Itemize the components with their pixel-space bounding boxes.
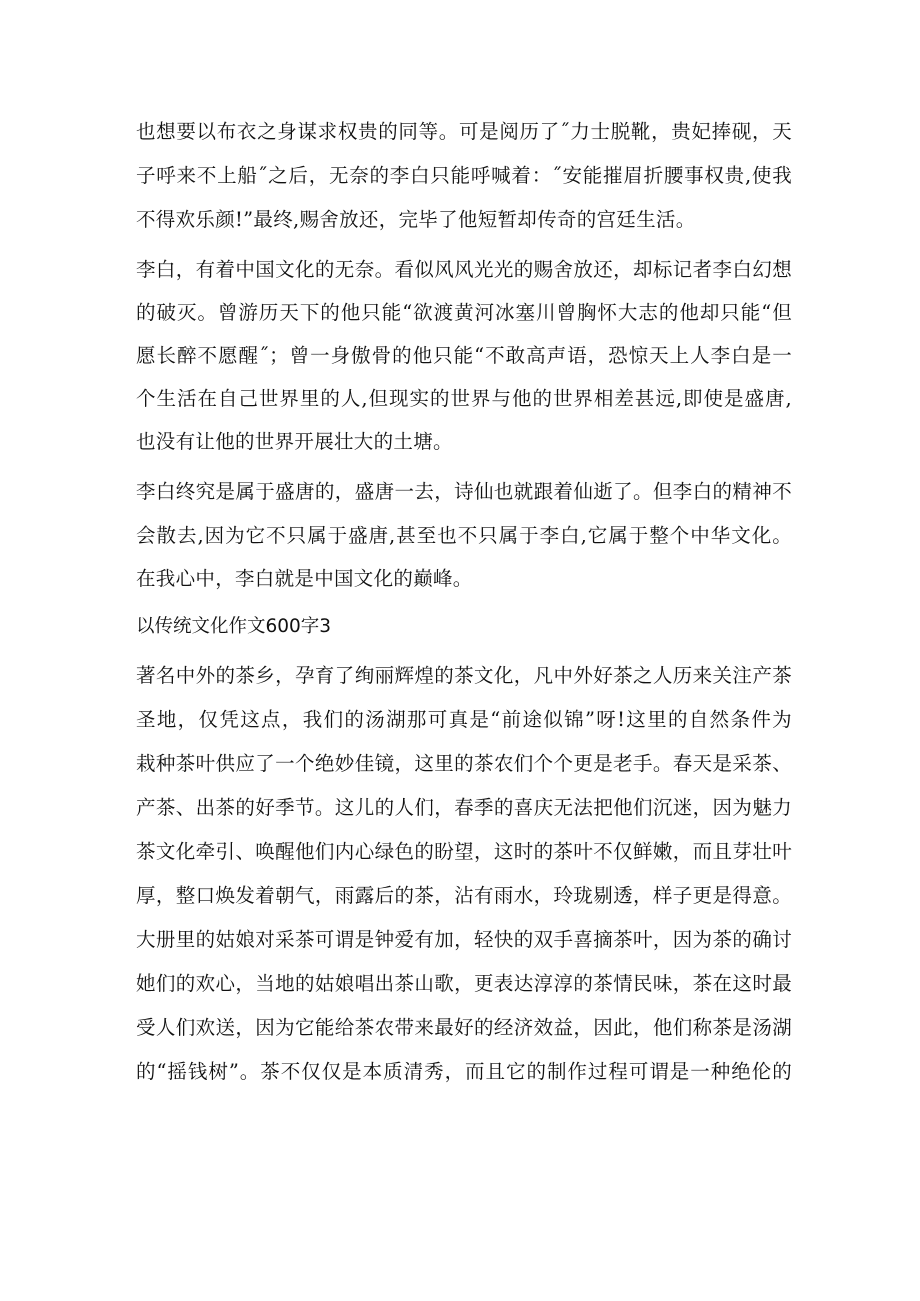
- text-line: 在我心中，李白就是中国文化的巅峰。: [136, 567, 473, 590]
- text-line: 李白，有着中国文化的无奈。看似风风光光的赐舍放还，却标记者李白幻想: [136, 258, 792, 281]
- text-line: 产茶、出茶的好季节。这儿的人们，春季的喜庆无法把他们沉迷，因为魅力: [136, 796, 792, 819]
- text-line: 不得欢乐颜!”最终,赐舍放还，完毕了他短暂却传奇的宫廷生活。: [136, 208, 696, 231]
- text-line: 子呼来不上船˝之后，无奈的李白只能呼喊着：˝安能摧眉折腰事权贵,使我: [136, 164, 792, 187]
- text-line: 她们的欢心，当地的姑娘唱出茶山歌，更表达淳淳的茶情民味，茶在这时最: [136, 972, 792, 995]
- text-line: 茶文化牵引、唤醒他们内心绿色的盼望，这时的茶叶不仅鲜嫩，而且芽壮叶: [136, 840, 792, 863]
- text-line: 受人们欢送，因为它能给茶农带来最好的经济效益，因此，他们称茶是汤湖: [136, 1016, 792, 1039]
- text-line: 著名中外的茶乡，孕育了绚丽辉煌的茶文化，凡中外好茶之人历来关注产茶: [136, 664, 792, 687]
- text-line: 的破灭。曾游历天下的他只能“欲渡黄河冰塞川曾胸怀大志的他却只能“但: [136, 301, 792, 324]
- text-line: 李白终究是属于盛唐的，盛唐一去，诗仙也就跟着仙逝了。但李白的精神不: [136, 480, 792, 503]
- text-line: 厚，整口焕发着朝气，雨露后的茶，沾有雨水，玲珑剔透，样子更是得意。: [136, 884, 792, 907]
- text-line: 个生活在自己世界里的人,但现实的世界与他的世界相差甚远,即使是盛唐,: [136, 387, 792, 410]
- text-line: 大册里的姑娘对采茶可谓是钟爱有加，轻快的双手喜摘茶叶，因为茶的确讨: [136, 928, 792, 951]
- text-line: 愿长醉不愿醒˝；曾一身傲骨的他只能“不敢高声语，恐惊天上人李白是一: [136, 344, 792, 367]
- section-heading: 以传统文化作文600字3: [136, 616, 332, 637]
- text-line: 会散去,因为它不只属于盛唐,甚至也不只属于李白,它属于整个中华文化。: [136, 524, 792, 547]
- text-line: 也没有让他的世界开展壮大的土塘。: [136, 430, 453, 453]
- text-line: 也想要以布衣之身谋求权贵的同等。可是阅历了˝力士脱靴，贵妃捧砚，天: [136, 120, 792, 143]
- text-line: 圣地，仅凭这点，我们的汤湖那可真是“前途似锦”呀!这里的自然条件为: [136, 708, 792, 731]
- text-line: 的“摇钱树”。茶不仅仅是本质清秀，而且它的制作过程可谓是一种绝伦的: [136, 1060, 792, 1083]
- text-line: 栽种茶叶供应了一个绝妙佳镜，这里的茶农们个个更是老手。春天是采茶、: [136, 752, 792, 775]
